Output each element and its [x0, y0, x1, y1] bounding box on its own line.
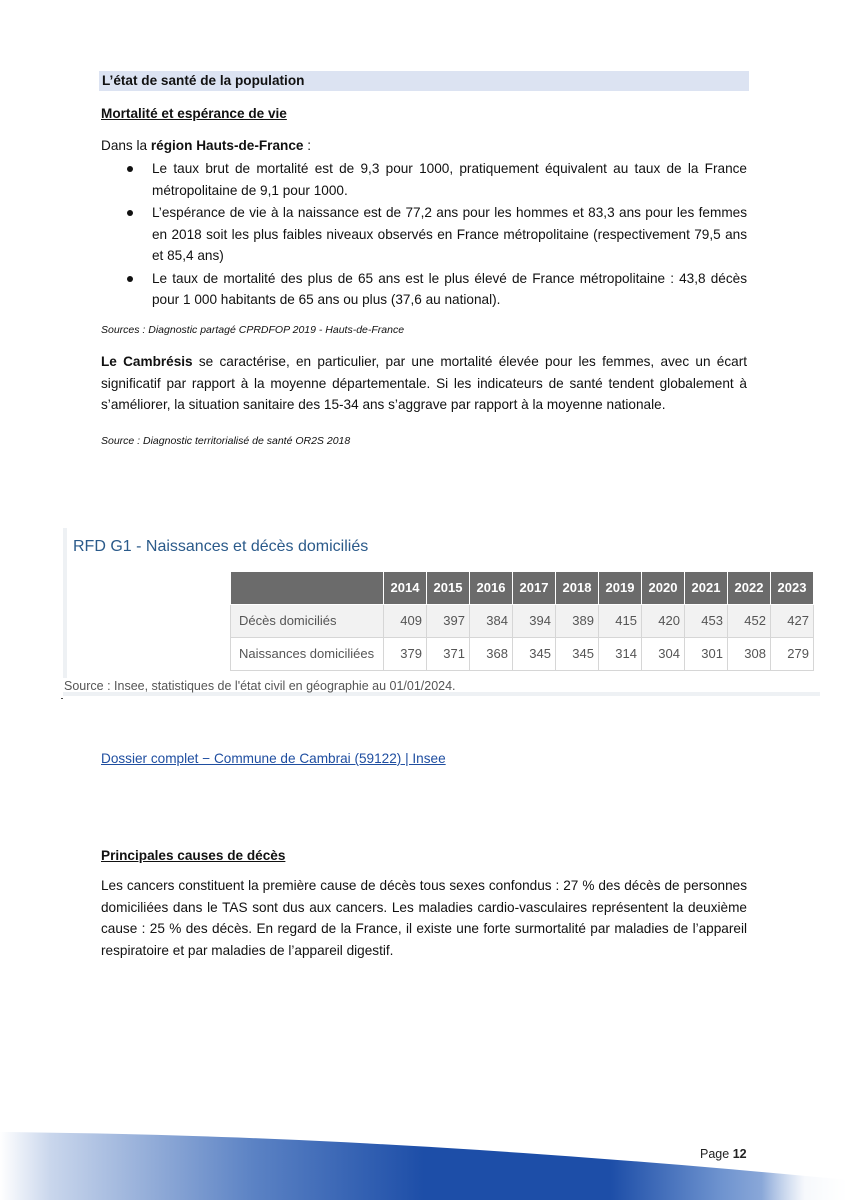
year-header: 2016	[470, 572, 513, 605]
table-cell: 397	[427, 605, 470, 638]
table-header-row	[231, 572, 814, 605]
page-number	[700, 1144, 747, 1166]
bullet-text: Le taux de mortalité des plus de 65 ans est le plus élevé de France métropolitaine : 43,8 décès pour 1 000 habitants de 65 ans ou plus (37,6 au national).	[152, 270, 747, 307]
year-header: 2021	[685, 572, 728, 605]
cambresis-paragraph	[101, 351, 747, 416]
table-header-blank	[231, 572, 384, 605]
list-item	[101, 158, 747, 201]
list-item	[101, 202, 747, 267]
insee-shade	[63, 528, 67, 678]
table-cell: 304	[642, 638, 685, 671]
insee-dossier-link[interactable]: Dossier complet − Commune de Cambrai (59122) | Insee	[101, 751, 446, 766]
bullet-text: Le taux brut de mortalité est de 9,3 pour 1000, pratiquement équivalent au taux de la France métropolitaine de 9,1 pour 1000.	[152, 161, 747, 198]
intro-paragraph	[101, 135, 747, 157]
year-header: 2017	[513, 572, 556, 605]
subheading-mortality: Mortalité et espérance de vie	[101, 106, 287, 121]
table-cell: 415	[599, 605, 642, 638]
mortality-bullet-list	[101, 158, 747, 312]
table-cell: 389	[556, 605, 599, 638]
subheading-causes: Principales causes de décès	[101, 848, 286, 863]
intro-region: région Hauts-de-France	[150, 138, 304, 153]
insee-table-screenshot	[63, 528, 820, 696]
row-label: Décès domiciliés	[231, 605, 384, 638]
table-cell: 279	[771, 638, 814, 671]
year-header: 2020	[642, 572, 685, 605]
table-cell: 345	[556, 638, 599, 671]
insee-table-title: RFD G1 - Naissances et décès domiciliés	[73, 538, 369, 555]
page-number-value: 12	[732, 1147, 747, 1161]
table-cell: 368	[470, 638, 513, 671]
list-item	[101, 268, 747, 311]
births-deaths-table	[230, 571, 814, 671]
table-row	[231, 605, 814, 638]
table-cell: 420	[642, 605, 685, 638]
table-cell: 371	[427, 638, 470, 671]
table-cell: 345	[513, 638, 556, 671]
table-cell: 379	[384, 638, 427, 671]
intro-suffix: :	[303, 138, 312, 153]
table-cell: 301	[685, 638, 728, 671]
year-header: 2019	[599, 572, 642, 605]
bullet-icon	[127, 166, 133, 172]
year-header: 2018	[556, 572, 599, 605]
table-cell: 308	[728, 638, 771, 671]
table-cell: 394	[513, 605, 556, 638]
bullet-text: L’espérance de vie à la naissance est de 77,2 ans pour les hommes et 83,3 ans pour les femmes en 2018 soit les plus faibles niveaux observés en France métropolitaine (respectivement 79,5 ans et 85,4 ans)	[152, 205, 747, 263]
table-cell: 384	[470, 605, 513, 638]
section-title: L’état de santé de la population	[99, 71, 749, 91]
causes-paragraph: Les cancers constituent la première cause de décès tous sexes confondus : 27 % des décès de personnes domiciliées dans le TAS sont dus aux cancers. Les maladies cardio-vasculaires représentent la deuxième cause : 25 % des décès. En regard de la France, il existe une forte surmortalité par maladies de l’appareil respiratoire et par maladies de l’appareil digestif.	[101, 878, 747, 958]
table-cell: 453	[685, 605, 728, 638]
bullet-icon	[127, 210, 133, 216]
cambresis-text: se caractérise, en particulier, par une mortalité élevée pour les femmes, avec un écart significatif par rapport à la moyenne départementale. Si les indicateurs de santé tendent globalement à s’améliorer, la situation sanitaire des 15-34 ans s’aggrave par rapport à la moyenne nationale.	[101, 354, 747, 412]
year-header: 2015	[427, 572, 470, 605]
year-header: 2023	[771, 572, 814, 605]
table-cell: 427	[771, 605, 814, 638]
page-label: Page	[700, 1147, 730, 1161]
source-note-1: Sources : Diagnostic partagé CPRDFOP 2019 - Hauts-de-France	[101, 324, 405, 336]
table-cell: 314	[599, 638, 642, 671]
year-header: 2014	[384, 572, 427, 605]
bullet-icon	[127, 276, 133, 282]
year-header: 2022	[728, 572, 771, 605]
table-row	[231, 638, 814, 671]
insee-source-note: Source : Insee, statistiques de l'état civil en géographie au 01/01/2024.	[63, 677, 820, 696]
table-cell: 409	[384, 605, 427, 638]
cambresis-bold: Le Cambrésis	[101, 354, 193, 369]
table-cell: 452	[728, 605, 771, 638]
divider	[61, 698, 63, 699]
intro-prefix: Dans la	[101, 138, 151, 153]
row-label: Naissances domiciliées	[231, 638, 384, 671]
source-note-2: Source : Diagnostic territorialisé de santé OR2S 2018	[101, 435, 351, 447]
